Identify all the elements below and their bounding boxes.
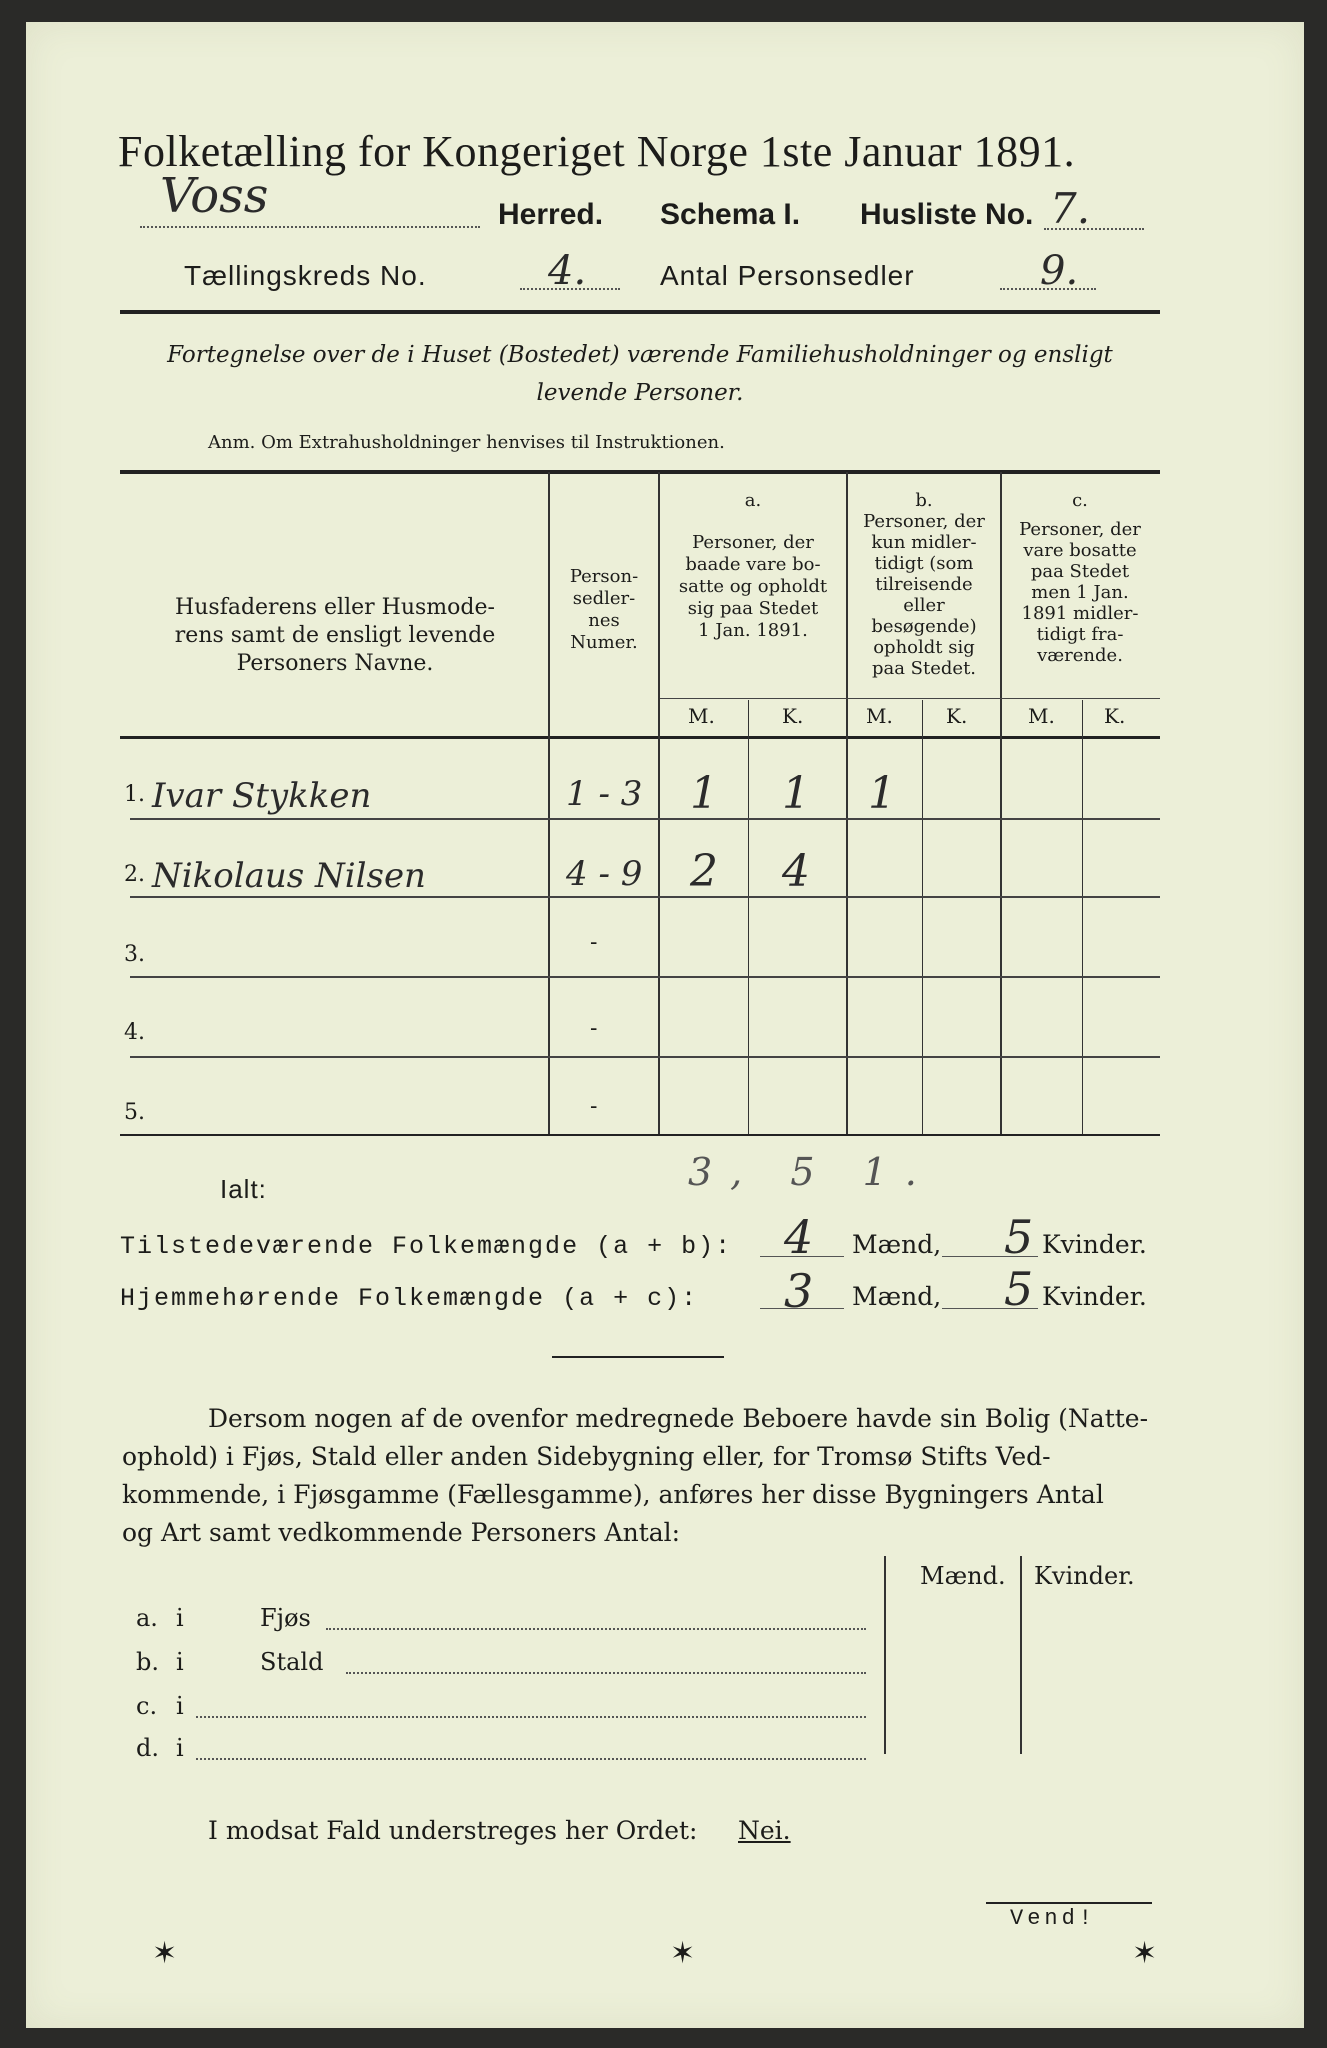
subtitle-line2: levende Personer. — [536, 380, 744, 406]
bldg-row-b-dots — [346, 1672, 866, 1674]
corner-mark-right: ✶ — [1132, 1936, 1158, 1971]
kreds-label: Tællingskreds No. — [184, 260, 427, 291]
bldg-row-b-letter: b. — [136, 1648, 159, 1676]
col-divider-b-mk — [922, 700, 923, 1134]
row-4-range: - — [590, 1016, 598, 1041]
census-form — [26, 22, 1304, 2028]
col-divider-c-mk — [1082, 700, 1083, 1134]
vend-rule — [986, 1902, 1152, 1904]
row-2-range: 4 - 9 — [566, 854, 643, 894]
tilstede-kvinder: 5 — [1004, 1210, 1034, 1264]
table-header-rule — [120, 736, 1160, 739]
bldg-row-a-dots — [326, 1628, 866, 1630]
row-5-num: 5. — [124, 1100, 145, 1125]
c-m-header: M. — [1028, 704, 1055, 728]
col-names-header: Husfaderens eller Husmode- rens samt de ensligt levende Personers Navne. — [174, 595, 496, 676]
row-2-name: Nikolaus Nilsen — [152, 856, 426, 896]
bldg-row-b-i: i — [176, 1648, 184, 1676]
hjemme-kvinder-label: Kvinder. — [1042, 1282, 1147, 1311]
bldg-row-d-i: i — [176, 1734, 184, 1762]
header-rule — [120, 310, 1160, 314]
hjemme-label: Hjemmehørende Folkemængde (a + c): — [120, 1284, 699, 1313]
schema-label: Schema I. — [660, 198, 801, 231]
bldg-row-a-letter: a. — [136, 1604, 158, 1632]
row-4-num: 4. — [124, 1020, 145, 1045]
col-num-header: Person- sedler- nes Numer. — [569, 566, 639, 653]
tilstede-maend: 4 — [784, 1210, 814, 1264]
modsat-label: I modsat Fald understreges her Ordet: — [208, 1816, 698, 1845]
hjemme-maend-label: Mænd, — [852, 1282, 942, 1311]
ialt-note: 3, 5 1. — [688, 1150, 935, 1194]
separator-rule — [552, 1356, 724, 1358]
bldg-divider-1 — [884, 1556, 886, 1754]
bldg-maend-header: Mænd. — [920, 1562, 1006, 1590]
row-5-range: - — [590, 1094, 598, 1119]
para-line-4: og Art samt vedkommende Personers Antal: — [122, 1518, 681, 1547]
bldg-kvinder-header: Kvinder. — [1034, 1562, 1135, 1590]
husliste-label: Husliste No. — [860, 198, 1034, 231]
bldg-row-d-letter: d. — [136, 1734, 159, 1762]
row-1-a-m: 1 — [690, 768, 718, 819]
b-k-header: K. — [946, 704, 968, 728]
col-divider-names — [548, 472, 550, 1134]
c-k-header: K. — [1104, 704, 1126, 728]
ialt-label: Ialt: — [220, 1174, 267, 1204]
row-1-name: Ivar Stykken — [152, 776, 372, 816]
row-3-num: 3. — [124, 942, 145, 967]
row-1-b-m: 1 — [868, 768, 896, 819]
table-top-rule — [120, 470, 1160, 474]
a-m-header: M. — [688, 704, 715, 728]
bldg-row-c-dots — [196, 1716, 866, 1718]
personsedler-label: Antal Personsedler — [660, 260, 915, 291]
corner-mark-center: ✶ — [670, 1936, 696, 1971]
tilstede-kvinder-label: Kvinder. — [1042, 1230, 1147, 1259]
a-k-header: K. — [782, 704, 804, 728]
subtitle-line1: Fortegnelse over de i Huset (Bostedet) værende Familiehusholdninger og ensligt — [167, 342, 1113, 368]
col-divider-a-mk — [748, 700, 749, 1134]
row-1-num: 1. — [124, 782, 145, 807]
hjemme-kvinder: 5 — [1004, 1262, 1034, 1316]
personsedler-value: 9. — [1040, 248, 1079, 294]
herred-value: Voss — [160, 168, 269, 224]
col-divider-num — [658, 472, 660, 1134]
para-line-3: kommende, i Fjøsgamme (Fællesgamme), anføres her disse Bygningers Antal — [122, 1480, 1104, 1509]
row-rule-4 — [130, 1056, 1160, 1058]
col-b-header: b. Personer, der kun midler- tidigt (som tilreisende eller besøgende) opholdt sig paa Stedet. — [863, 490, 985, 679]
b-m-header: M. — [866, 704, 893, 728]
row-1-a-k: 1 — [782, 768, 810, 819]
bldg-row-c-i: i — [176, 1692, 184, 1720]
bldg-row-a-i: i — [176, 1604, 184, 1632]
table-bottom-rule — [120, 1134, 1160, 1136]
row-2-a-m: 2 — [690, 846, 718, 897]
herred-label: Herred. — [498, 198, 604, 231]
herred-dots — [140, 226, 480, 228]
row-2-a-k: 4 — [782, 846, 810, 897]
bldg-row-c-letter: c. — [136, 1692, 158, 1720]
col-c-header: c. Personer, der vare bosatte paa Stedet men 1 Jan. 1891 midler- tidigt fra- værende. — [1019, 490, 1141, 666]
kreds-value: 4. — [548, 248, 587, 294]
husliste-value: 7. — [1050, 184, 1091, 233]
row-rule-1 — [130, 818, 1160, 820]
col-a-header: a. Personer, der baade vare bo- satte og opholdt sig paa Stedet 1 Jan. 1891. — [678, 490, 828, 641]
bldg-row-d-dots — [196, 1758, 866, 1760]
modsat-word: Nei. — [738, 1816, 791, 1845]
tilstede-maend-label: Mænd, — [852, 1230, 942, 1259]
bldg-row-a-name: Fjøs — [260, 1604, 311, 1632]
form-title: Folketælling for Kongeriget Norge 1ste Januar 1891. — [118, 127, 1076, 176]
mk-rule-a — [660, 698, 1160, 699]
row-rule-2 — [130, 896, 1160, 898]
bldg-divider-2 — [1020, 1556, 1022, 1754]
para-line-1: Dersom nogen af de ovenfor medregnede Beboere havde sin Bolig (Natte- — [208, 1404, 1149, 1433]
para-line-2: ophold) i Fjøs, Stald eller anden Sidebygning eller, for Tromsø Stifts Ved- — [122, 1442, 1051, 1471]
tilstede-label: Tilstedeværende Folkemængde (a + b): — [120, 1232, 733, 1261]
corner-mark-left: ✶ — [152, 1936, 178, 1971]
bldg-row-b-name: Stald — [260, 1648, 324, 1676]
vend-label: Vend! — [1010, 1906, 1097, 1931]
anm-note: Anm. Om Extrahusholdninger henvises til Instruktionen. — [208, 432, 725, 453]
hjemme-maend: 3 — [784, 1264, 814, 1318]
row-3-range: - — [590, 930, 598, 955]
row-rule-3 — [130, 976, 1160, 978]
row-1-range: 1 - 3 — [566, 774, 643, 814]
row-2-num: 2. — [124, 862, 145, 887]
